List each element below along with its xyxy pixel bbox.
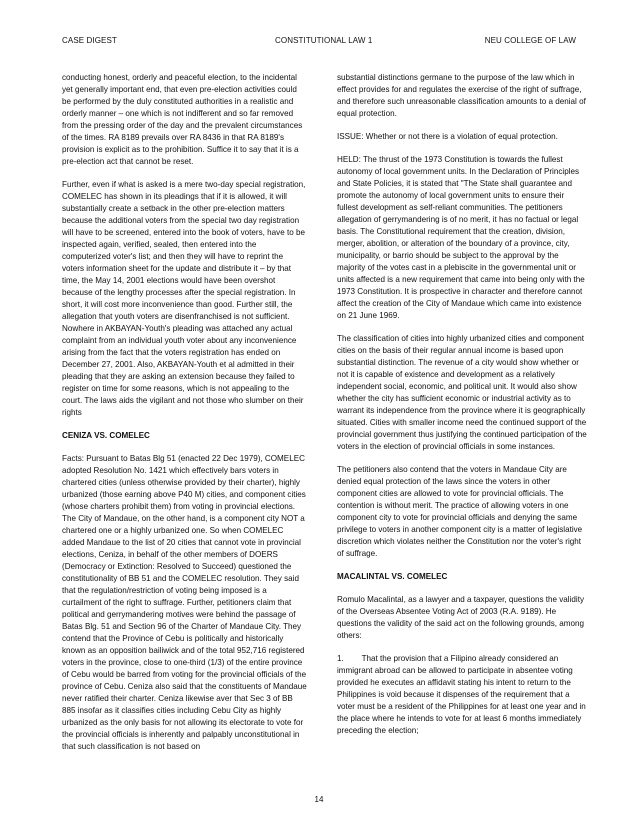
right-column xyxy=(337,72,587,748)
right-paragraph-7: 1. That the provision that a Filipino already considered an immigrant abroad can be allowed to participate in absentee voting provided he executes an affidavit stating his intent to return to the Philippines is void because it dispenses of the requirement that a voter must be a resident of the Philippines for at least one year and in the place where he intends to vote for at least 6 months immediately preceding the election; xyxy=(337,654,589,735)
right-paragraph-4: The classification of cities into highly urbanized cities and component cities on the basis of their regular annual income is based upon substantial distinction. The revenue of a city would show whether or not it is capable of existence and development as a relatively independent social, economic, and political unit. It would also show whether the city has sufficient economic or industrial activity as to warrant its independence from the province where it is geographically situated. Cities with smaller income need the continued support of the provincial government thus justifying the continued participation of the voters in the election of provincial officials in some instances. xyxy=(337,334,587,451)
case-heading-ceniza: CENIZA VS. COMELEC xyxy=(62,431,150,440)
right-paragraph-5: The petitioners also contend that the voters in Mandaue City are denied equal protection of the laws since the voters in other component cities are allowed to vote for provincial officials. The contention is without merit. The practice of allowing voters in one component city to vote for provincial officials and denying the same privilege to voters in another component city is a matter of legislative discretion which violates neither the Constitution nor the voter's right of suffrage. xyxy=(337,465,583,558)
right-paragraph-1: substantial distinctions germane to the purpose of the law which in effect provides for and regulates the exercise of the right of suffrage, and therefore such unreasonable classification amounts to a denial of equal protection. xyxy=(337,73,586,118)
header-center-text: CONSTITUTIONAL LAW 1 xyxy=(275,36,373,45)
header-right-text: NEU COLLEGE OF LAW xyxy=(484,36,576,45)
left-paragraph-3: Facts: Pursuant to Batas Blg 51 (enacted 22 Dec 1979), COMELEC adopted Resolution No. 1421 which effectively bars voters in chartered cities (unless otherwise provided by their charter), highly urbanized (those earning above P40 M) cities, and component cities (whose charters prohibit them) from voting in provincial elections. The City of Mandaue, on the other hand, is a component city NOT a chartered one or a highly urbanized one. So when COMELEC added Mandaue to the list of 20 cities that cannot vote in provincial elections, Ceniza, in behalf of the other members of DOERS (Democracy or Extinction: Resolved to Succeed) questioned the constitutionality of BB 51 and the COMELEC resolution. They said that the regulation/restriction of voting being imposed is a curtailment of the right to suffrage. Further, petitioners claim that political and gerrymandering motives were behind the passage of Batas Blg. 51 and Section 96 of the Charter of Mandaue City. They contend that the Province of Cebu is politically and historically known as an opposition bailiwick and of the total 952,716 registered voters in the province, close to one-third (1/3) of the entire province of Cebu would be barred from voting for the provincial officials of the province of Cebu. Ceniza also said that the constituents of Mandaue never ratified their charter. Ceniza likewise aver that Sec 3 of BB 885 insofar as it classifies cities including Cebu City as highly urbanized as the only basis for not allowing its electorate to vote for the provincial officials is inherently and palpably unconstitutional in that such classification is not based on xyxy=(62,454,307,751)
page-header xyxy=(62,36,576,50)
left-paragraph-2: Further, even if what is asked is a mere two-day special registration, COMELEC has shown in its pleadings that if it is allowed, it will substantially create a setback in the other pre-election matters because the additional voters from the special two day registration will have to be screened, entered into the book of voters, have to be inspected again, verified, sealed, then entered into the computerized voter's list; and then they will have to reprint the voters information sheet for the update and distribute it – by that time, the May 14, 2001 elections would have been overshot because of the lengthy processes after the special registration. In short, it will cost more inconvenience than good. Further still, the allegation that youth voters are disenfranchised is not sufficient. Nowhere in AKBAYAN-Youth's pleading was attached any actual complaint from an individual youth voter about any inconvenience arising from the fact that the voters registration has ended on December 27, 2001. Also, AKBAYAN-Youth et al admitted in their pleading that they are asking an extension because they failed to register on time for some reasons, which is not appealing to the court. The laws aids the vigilant and not those who slumber on their rights xyxy=(62,180,306,417)
right-paragraph-6: Romulo Macalintal, as a lawyer and a taxpayer, questions the validity of the Overseas Absentee Voting Act of 2003 (R.A. 9189). He questions the validity of the said act on the following grounds, among others: xyxy=(337,595,585,640)
left-column xyxy=(62,72,307,764)
header-left-text: CASE DIGEST xyxy=(62,36,117,45)
case-heading-macalintal: MACALINTAL VS. COMELEC xyxy=(337,572,448,581)
left-paragraph-1: conducting honest, orderly and peaceful election, to the incidental yet generally important end, that even pre-election activities could be performed by the duly constituted authorities in a realistic and orderly manner – one which is not indifferent and so far removed from the pressing order of the day and the prevalent circumstances of the times. RA 8189 prevails over RA 8436 in that RA 8189's provision is explicit as to the prohibition. Suffice it to say that it is a pre-election act that cannot be reset. xyxy=(62,73,303,166)
right-paragraph-held: HELD: The thrust of the 1973 Constitution is towards the fullest autonomy of local government units. In the Declaration of Principles and State Policies, it is stated that "The State shall guarantee and promote the autonomy of local government units to ensure their fullest development as self-reliant communities. The petitioners allegation of gerrymandering is of no merit, it has no factual or legal basis. The Constitutional requirement that the creation, division, merger, abolition, or alteration of the boundary of a province, city, municipality, or barrio should be subject to the approval by the majority of the votes cast in a plebiscite in the governmental unit or units affected is a new requirement that came into being only with the 1973 Constitution. It is prospective in character and therefore cannot affect the creation of the City of Mandaue which came into existence on 21 June 1969. xyxy=(337,155,585,320)
page-number: 14 xyxy=(314,795,324,804)
right-paragraph-issue: ISSUE: Whether or not there is a violation of equal protection. xyxy=(337,132,558,141)
